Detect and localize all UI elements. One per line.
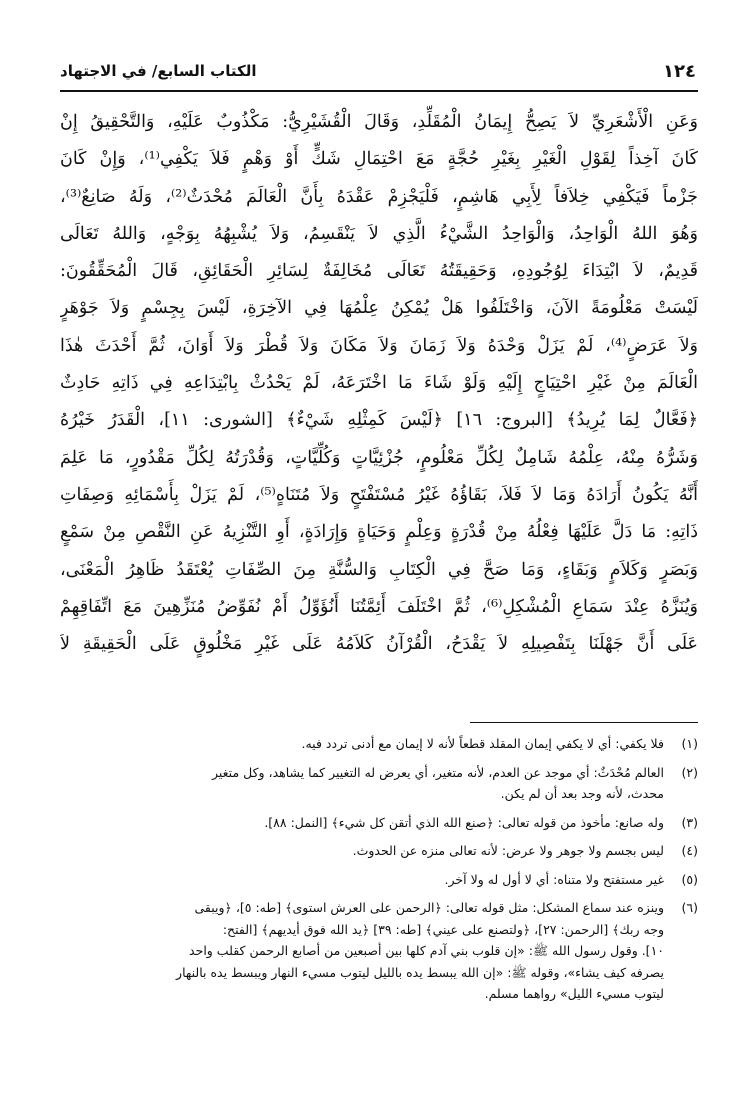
footnote-text — [60, 812, 664, 834]
text-line: كَانَ آخِذاً لِقَوْلِ الْغَيْرِ بِغَيْرِ حُجَّةٍ مَعَ احْتِمَالِ شَكٍّ أَوْ وَهْمٍ فَلاَ يَكْفِي⁽¹⁾، وَإِنْ كَانَ — [60, 149, 698, 170]
footnote — [60, 812, 698, 834]
text-line: ﴿فَعَّالٌ لِمَا يُرِيدُ﴾ [البروج: ١٦] ﴿لَيْسَ كَمِثْلِهِ شَيْءٌ﴾ [الشورى: ١١]، الْقَدَرُ خَيْرُهُ — [60, 410, 698, 431]
text-line: قَدِيمٌ، لاَ ابْتِدَاءَ لِوُجُودِهِ، وَحَقِيقَتُهُ تَعَالَى مُخَالِفَةٌ لِسَائِرِ الْحَقَائِقِ، قَالَ الْمُحَقِّقُونَ: — [60, 261, 698, 282]
footnote — [60, 869, 698, 891]
page-number: ١٢٤ — [663, 60, 696, 82]
main-text — [60, 104, 698, 663]
footnote-line: يصرفه كيف يشاء»، وقوله ﷺ: «إن الله يبسط يده بالليل ليتوب مسيء النهار ويبسط يده بالنهار — [176, 964, 664, 980]
text-line: ذَاتِهِ: مَا دَلَّ عَلَيْهَا فِعْلُهُ مِنْ قُدْرَةٍ وَعِلْمٍ وَحَيَاةٍ وَإِرَادَةٍ، أَوِ التَّنْزِيهُ عَنِ النَّقْصِ مِنْ سَمْعٍ — [60, 522, 698, 543]
footnote — [60, 897, 698, 1005]
text-line: وَهُوَ اللهُ الْوَاحِدُ، وَالْوَاحِدُ الشَّيْءُ الَّذِي لاَ يَنْقَسِمُ، وَلاَ يُشْبِهُهُ بِوَجْهٍ، وَاللهُ تَعَالَى — [60, 223, 698, 244]
footnote-number: (٦) — [681, 900, 698, 915]
footnote-number: (٢) — [681, 764, 698, 780]
footnote-line: وينزه عند سماع المشكل: مثل قوله تعالى: ﴿الرحمن على العرش استوى﴾ [طه: ٥]، ﴿ويبقى — [194, 900, 664, 915]
text-line: عَلَى أَنَّ جَهْلَنَا بِتَفْصِيلِهِ لاَ يَقْدَحُ، الْقُرْآنُ كَلاَمُهُ عَلَى غَيْرِ مَخْلُوقٍ عَلَى الْحَقِيقَةِ لاَ — [60, 634, 698, 655]
text-line: وَلاَ عَرَضٍ⁽⁴⁾، لَمْ يَزَلْ وَحْدَهُ وَلاَ زَمَانَ وَلاَ مَكَانَ وَلاَ قُطْرَ وَلاَ أَوَانَ، ثُمَّ أَحْدَثَ هٰذَا — [60, 335, 698, 356]
footnote — [60, 733, 698, 755]
text-line: وَشَرُّهُ مِنْهُ، عِلْمُهُ شَامِلٌ لِكُلِّ مَعْلُومٍ، جُزْئِيَّاتٍ وَكُلِّيَّاتٍ، وَقُدْرَتُهُ لِكُلِّ مَقْدُورٍ، مَا عَلِمَ — [60, 447, 698, 468]
text-line: أَنَّهُ يَكُونُ أَرَادَهُ وَمَا لاَ فَلاَ، بَقَاؤُهُ غَيْرُ مُسْتَفْتَحٍ وَلاَ مُتَنَاهٍ⁽⁵⁾، لَمْ يَزَلْ بِأَسْمَائِهِ وَصِفَاتِ — [60, 484, 698, 505]
running-title: الكتاب السابع/ في الاجتهاد — [60, 62, 257, 80]
footnote-number: (٣) — [681, 814, 698, 830]
footnote-line: ليتوب مسيء الليل» رواهما مسلم. — [484, 986, 664, 1001]
footnote-text — [60, 897, 664, 1005]
footnotes — [60, 733, 698, 1012]
footnote-line: محدث، لأنه وجد بعد أن لم يكن. — [500, 786, 664, 801]
footnote-line: ليس بجسم ولا جوهر ولا عرض: لأنه تعالى منزه عن الحدوث. — [352, 843, 664, 858]
footnote-line: وجه ربك﴾ [الرحمن: ٢٧]، ﴿ولتصنع على عيني﴾ [طه: ٣٩] ﴿يد الله فوق أيديهم﴾ [الفتح: — [222, 921, 664, 937]
footnote — [60, 840, 698, 862]
text-line: وَبَصَرٍ وَكَلاَمٍ وَبَقَاءٍ، وَمَا صَحَّ فِي الْكِتَابِ وَالسُّنَّةِ مِنَ الصِّفَاتِ يُعْتَقَدُ ظَاهِرُ الْمَعْنَى، — [60, 559, 698, 580]
footnote-number: (٥) — [681, 871, 698, 887]
footnote-number: (٤) — [681, 843, 698, 858]
footnote-line: غير مستفتح ولا متناه: أي لا أول له ولا آخر. — [444, 871, 664, 887]
text-line: جَزْماً فَيَكْفِي خِلاَفاً لِأَبِي هَاشِمٍ، فَلْيَجْزِمْ عَقْدَهُ بِأَنَّ الْعَالَمَ مُحْدَثٌ⁽²⁾، وَلَهُ صَانِعٌ⁽³⁾، — [60, 186, 698, 207]
text-line: وَعَنِ الْأَشْعَرِيِّ لاَ يَصِحُّ إِيمَانُ الْمُقَلِّدِ، وَقَالَ الْقُشَيْرِيُّ: مَكْذُوبٌ عَلَيْهِ، وَالتَّحْقِيقُ إِنْ — [60, 112, 698, 132]
footnote-rule — [470, 722, 698, 723]
footnote-line: فلا يكفي: أي لا يكفي إيمان المقلد قطعاً لأنه لا إيمان مع أدنى تردد فيه. — [301, 736, 664, 751]
footnote-text — [60, 840, 664, 862]
footnote-text — [60, 869, 664, 891]
footnote-text — [60, 733, 664, 755]
text-line: وَيُنَزَّهُ عِنْدَ سَمَاعِ الْمُشْكِلِ⁽⁶⁾، ثُمَّ اخْتَلَفَ أَئِمَّتُنَا أَنُؤَوِّلُ أَمْ نُفَوِّضُ مُنَزِّهِينَ مَعَ اتِّفَاقِهِمْ — [60, 596, 698, 617]
footnote-line: وله صانع: مأخوذ من قوله تعالى: ﴿صنع الله الذي أتقن كل شيء﴾ [النمل: ٨٨]. — [264, 814, 664, 830]
header-rule — [60, 90, 698, 92]
footnote-line: العالم مُحْدَثٌ: أي موجد عن العدم، لأنه متغير، أي يعرض له التغيير كما يشاهد، وكل متغير — [211, 764, 664, 780]
text-line: لَيْسَتْ مَعْلُومَةً الآنَ، وَاخْتَلَفُوا هَلْ يُمْكِنُ عِلْمُهَا فِي الآخِرَةِ، لَيْسَ بِجِسْمٍ وَلاَ جَوْهَرٍ — [60, 298, 698, 319]
footnote — [60, 762, 698, 805]
text-line: الْعَالَمَ مِنْ غَيْرِ احْتِيَاجٍ إِلَيْهِ وَلَوْ شَاءَ مَا اخْتَرَعَهُ، لَمْ يَحْدُثْ بِابْتِدَاعِهِ فِي ذَاتِهِ حَادِثٌ — [60, 373, 698, 394]
footnote-line: ١٠]. وقول رسول الله ﷺ: «إن قلوب بني آدم كلها بين أصبعين من أصابع الرحمن كقلب واحد — [189, 943, 664, 958]
footnote-number: (١) — [681, 736, 698, 751]
footnote-text — [60, 762, 664, 805]
page-header — [60, 56, 696, 86]
